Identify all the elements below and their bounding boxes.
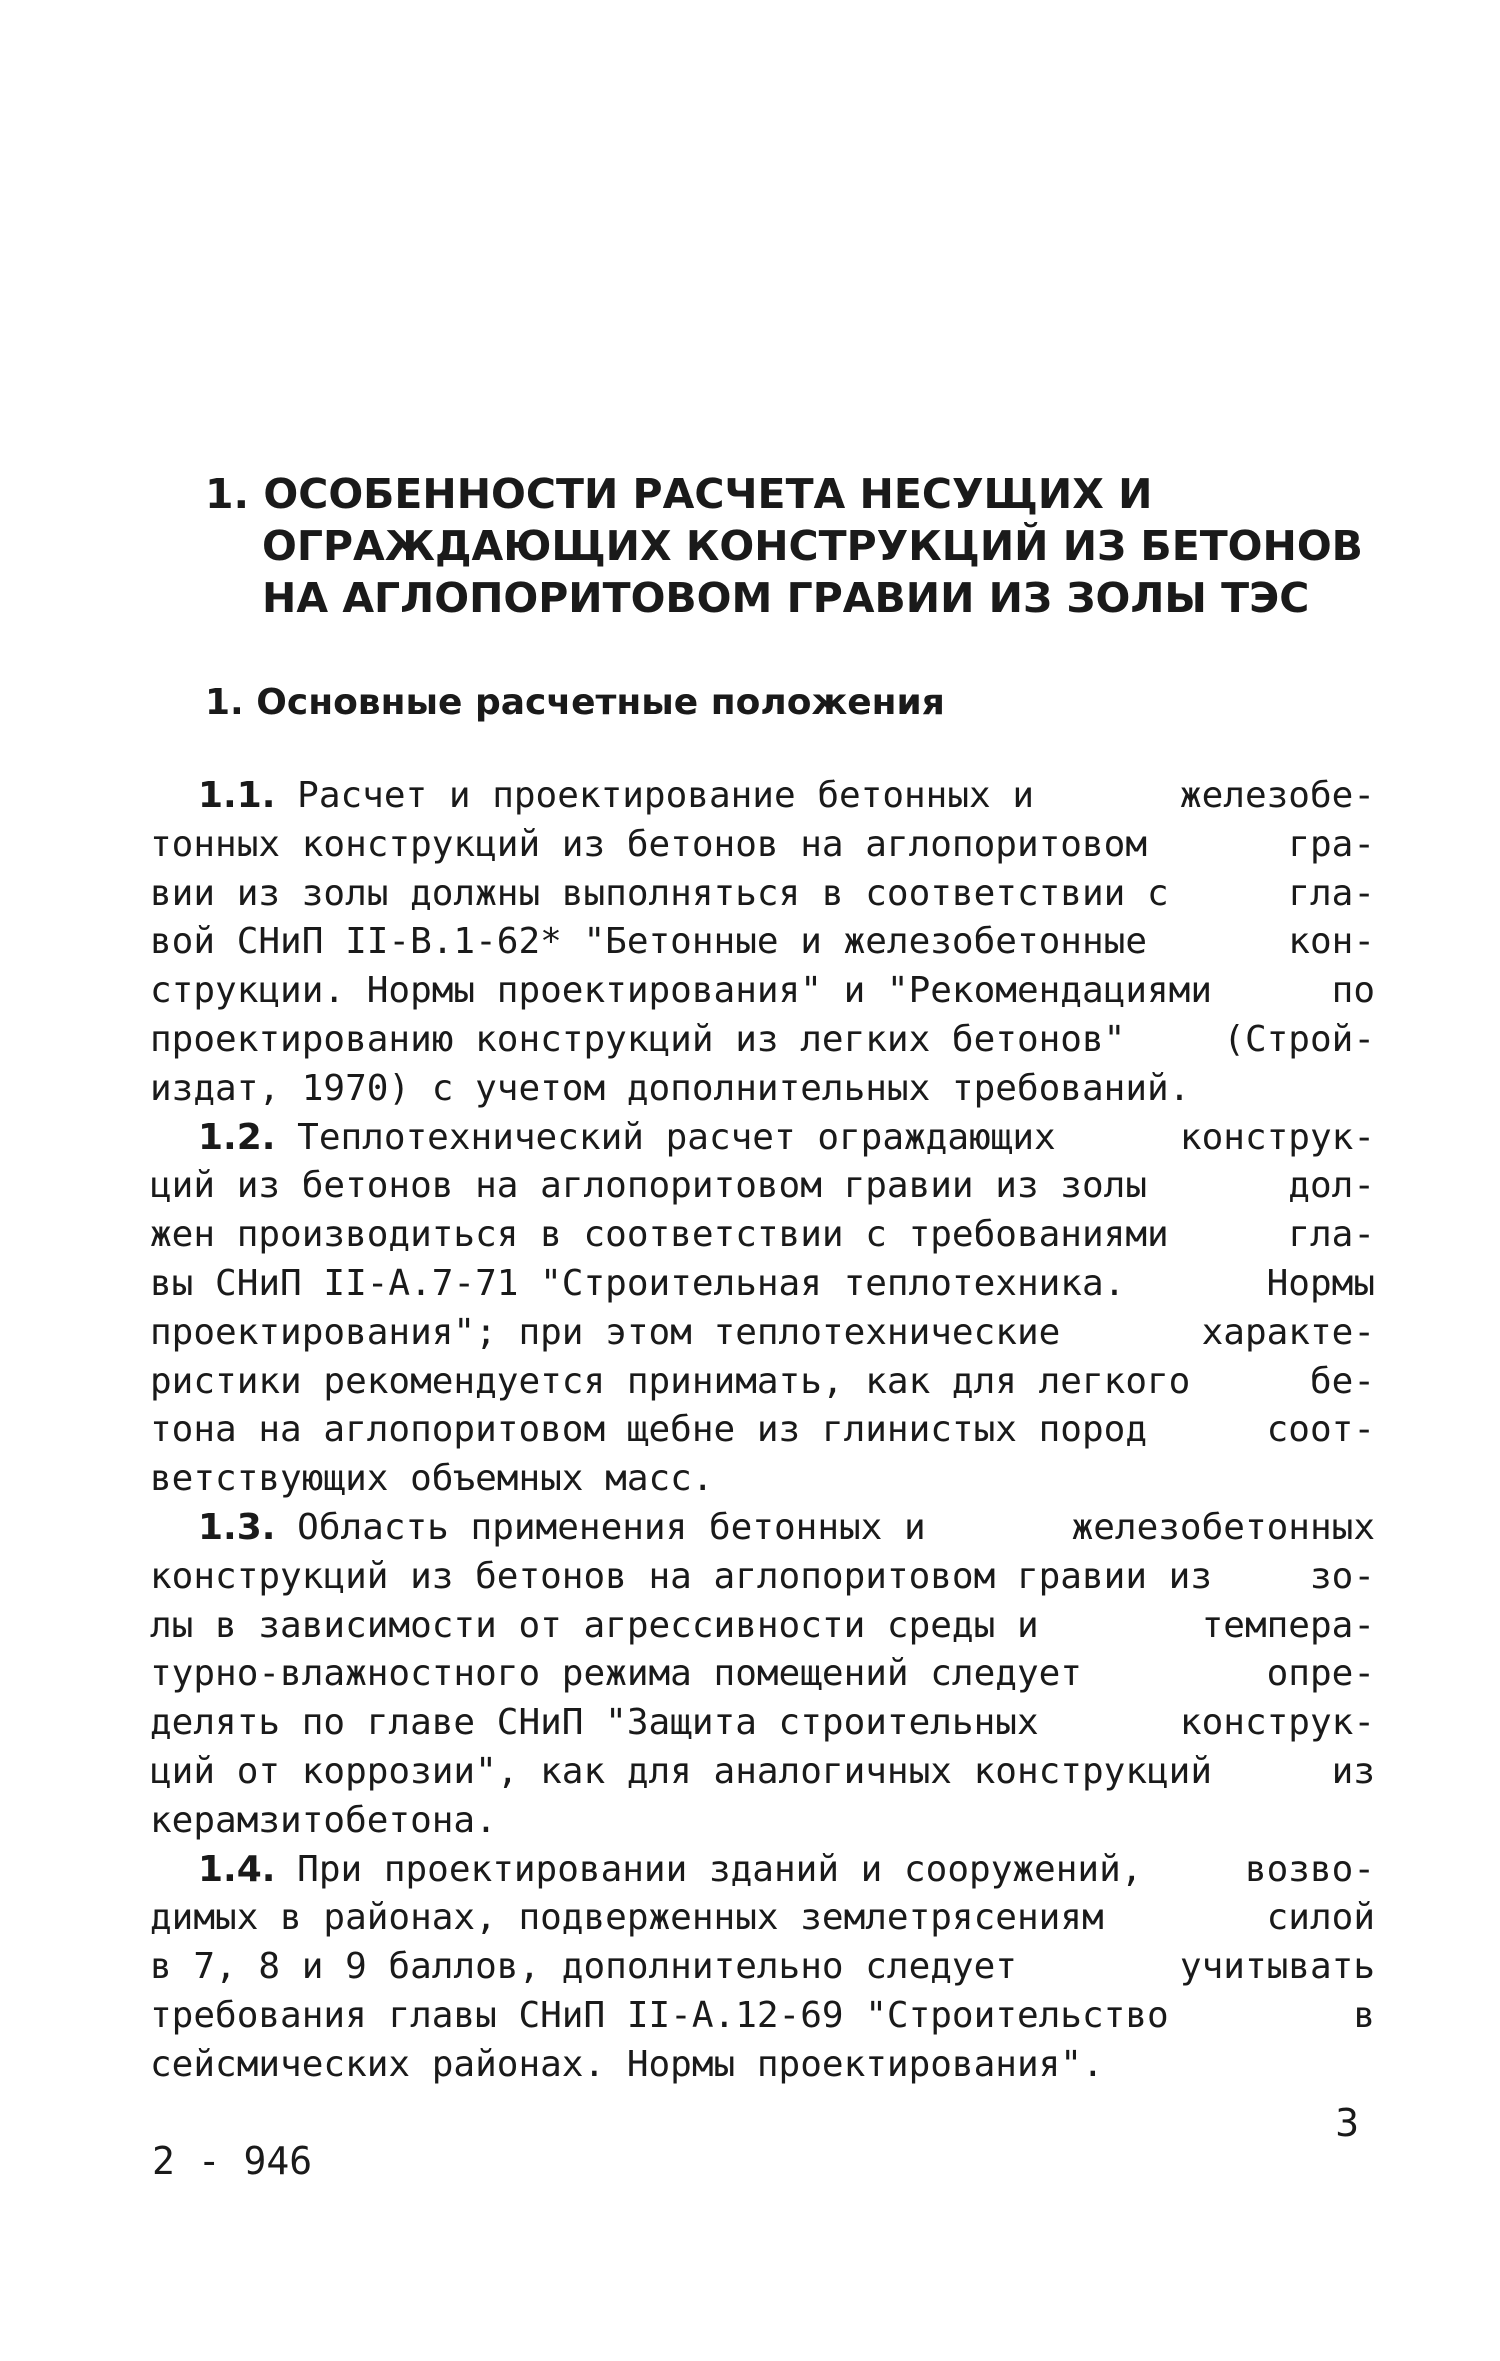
line-text: проектирования"; при этом теплотехнические xyxy=(150,1311,1061,1353)
line-text: струкции. Нормы проектирования" и "Рекомендациями xyxy=(150,970,1213,1012)
paragraph xyxy=(150,1846,1375,2090)
line-text: ристики рекомендуется принимать, как для легкого xyxy=(150,1360,1191,1402)
paragraph-line xyxy=(150,1016,1375,1065)
line-text: возво- xyxy=(1244,1848,1375,1890)
paragraph-line xyxy=(150,1699,1375,1748)
paragraph-line xyxy=(150,1406,1375,1455)
paragraph-line xyxy=(150,1504,1375,1553)
line-text: конструкций из бетонов на аглопоритовом гравии из xyxy=(150,1555,1213,1597)
line-text: димых в районах, подверженных землетрясениям xyxy=(150,1897,1104,1939)
line-text: ций от коррозии", как для аналогичных конструкций xyxy=(150,1750,1213,1792)
line-text: силой xyxy=(1266,1897,1375,1939)
line-text: в 7, 8 и 9 баллов, дополнительно следует xyxy=(150,1946,1017,1988)
line-text: гла- xyxy=(1288,1214,1375,1256)
paragraph-line xyxy=(150,1846,1375,1895)
line-text: жен производиться в соответствии с требованиями xyxy=(150,1214,1169,1256)
chapter-title-line: ОГРАЖДАЮЩИХ КОНСТРУКЦИЙ ИЗ БЕТОНОВ xyxy=(262,522,1363,570)
line-text: гра- xyxy=(1288,823,1375,865)
paragraph-number: 1.2. xyxy=(198,1116,276,1158)
paragraph-line xyxy=(150,1894,1375,1943)
line-text: При проектировании зданий и сооружений, xyxy=(297,1848,1143,1890)
line-text: зо- xyxy=(1309,1555,1375,1597)
line-text: издат, 1970) с учетом дополнительных требований. xyxy=(150,1067,1191,1109)
paragraph-line xyxy=(150,918,1375,967)
paragraph xyxy=(150,772,1375,1114)
line-text: ветствующих объемных масс. xyxy=(150,1458,714,1500)
line-text: конструк- xyxy=(1179,1702,1375,1744)
line-text: по xyxy=(1331,970,1375,1012)
paragraph-line xyxy=(150,1309,1375,1358)
line-text: из xyxy=(1331,1750,1375,1792)
line-text: характе- xyxy=(1201,1311,1375,1353)
line-text: дол- xyxy=(1288,1165,1375,1207)
paragraph-line xyxy=(150,1797,1375,1846)
line-text: делять по главе СНиП "Защита строительных xyxy=(150,1702,1039,1744)
chapter-title xyxy=(205,468,1363,624)
footer-code: 2 - 946 xyxy=(152,2139,313,2183)
line-text: Расчет и проектирование бетонных и xyxy=(297,775,1035,816)
line-text: кон- xyxy=(1288,921,1375,963)
line-text: учитывать xyxy=(1179,1946,1375,1988)
line-text: Область применения бетонных и xyxy=(297,1506,926,1548)
paragraph-line xyxy=(150,967,1375,1016)
line-text: в xyxy=(1353,1994,1375,2036)
line-text: железобе- xyxy=(1179,775,1375,816)
paragraph-line xyxy=(150,1943,1375,1992)
line-text: требования главы СНиП II-А.12-69 "Строительство xyxy=(150,1994,1169,2036)
paragraph-line xyxy=(150,1455,1375,1504)
line-text: Теплотехнический расчет ограждающих xyxy=(297,1116,1056,1158)
line-text: темпера- xyxy=(1201,1604,1375,1646)
line-text: тона на аглопоритовом щебне из глинистых пород xyxy=(150,1409,1147,1451)
paragraph-line xyxy=(150,1992,1375,2041)
paragraph-line xyxy=(150,870,1375,919)
section-heading: 1. Основные расчетные положения xyxy=(205,682,945,723)
line-text: лы в зависимости от агрессивности среды и xyxy=(150,1604,1039,1646)
paragraph xyxy=(150,1114,1375,1504)
paragraph-line xyxy=(150,2041,1375,2090)
line-text: конструк- xyxy=(1179,1116,1375,1158)
line-text: соот- xyxy=(1266,1409,1375,1451)
line-start xyxy=(198,1504,926,1553)
line-text: (Строй- xyxy=(1223,1018,1375,1060)
line-text: ций из бетонов на аглопоритовом гравии из золы xyxy=(150,1165,1147,1207)
paragraph-line xyxy=(150,1162,1375,1211)
line-text: вии из золы должны выполняться в соответствии с xyxy=(150,872,1169,914)
line-text: гла- xyxy=(1288,872,1375,914)
chapter-title-line: НА АГЛОПОРИТОВОМ ГРАВИИ ИЗ ЗОЛЫ ТЭС xyxy=(262,574,1310,622)
line-text: проектированию конструкций из легких бетонов" xyxy=(150,1018,1126,1060)
line-text: керамзитобетона. xyxy=(150,1799,497,1841)
paragraph-number: 1.4. xyxy=(198,1848,276,1890)
paragraph-line xyxy=(150,1065,1375,1114)
line-text: опре- xyxy=(1266,1653,1375,1695)
line-text: Нормы xyxy=(1266,1262,1375,1304)
paragraph-line xyxy=(150,1114,1375,1163)
line-text: бе- xyxy=(1309,1360,1375,1402)
paragraph-number: 1.1. xyxy=(198,775,276,816)
page-number: 3 xyxy=(1335,2101,1360,2145)
line-text: железобетонных xyxy=(1071,1506,1375,1548)
line-text: турно-влажностного режима помещений следует xyxy=(150,1653,1082,1695)
line-text: вой СНиП II-В.1-62* "Бетонные и железобетонные xyxy=(150,921,1147,963)
paragraph-line xyxy=(150,821,1375,870)
line-start xyxy=(198,1846,1142,1895)
paragraph-number: 1.3. xyxy=(198,1506,276,1548)
paragraph-line xyxy=(150,1260,1375,1309)
line-text: вы СНиП II-А.7-71 "Строительная теплотехника. xyxy=(150,1262,1126,1304)
paragraph-line xyxy=(150,1211,1375,1260)
paragraph-line xyxy=(150,772,1375,821)
paragraph-line xyxy=(150,1358,1375,1407)
line-start xyxy=(198,1114,1056,1163)
line-text: тонных конструкций из бетонов на аглопоритовом xyxy=(150,823,1147,865)
body-text xyxy=(150,772,1375,2090)
line-text: сейсмических районах. Нормы проектирования". xyxy=(150,2043,1104,2085)
paragraph-line xyxy=(150,1748,1375,1797)
paragraph-line xyxy=(150,1553,1375,1602)
line-start xyxy=(198,772,1034,821)
paragraph xyxy=(150,1504,1375,1846)
paragraph-line xyxy=(150,1650,1375,1699)
chapter-title-line: 1. ОСОБЕННОСТИ РАСЧЕТА НЕСУЩИХ И xyxy=(205,470,1153,518)
paragraph-line xyxy=(150,1602,1375,1651)
